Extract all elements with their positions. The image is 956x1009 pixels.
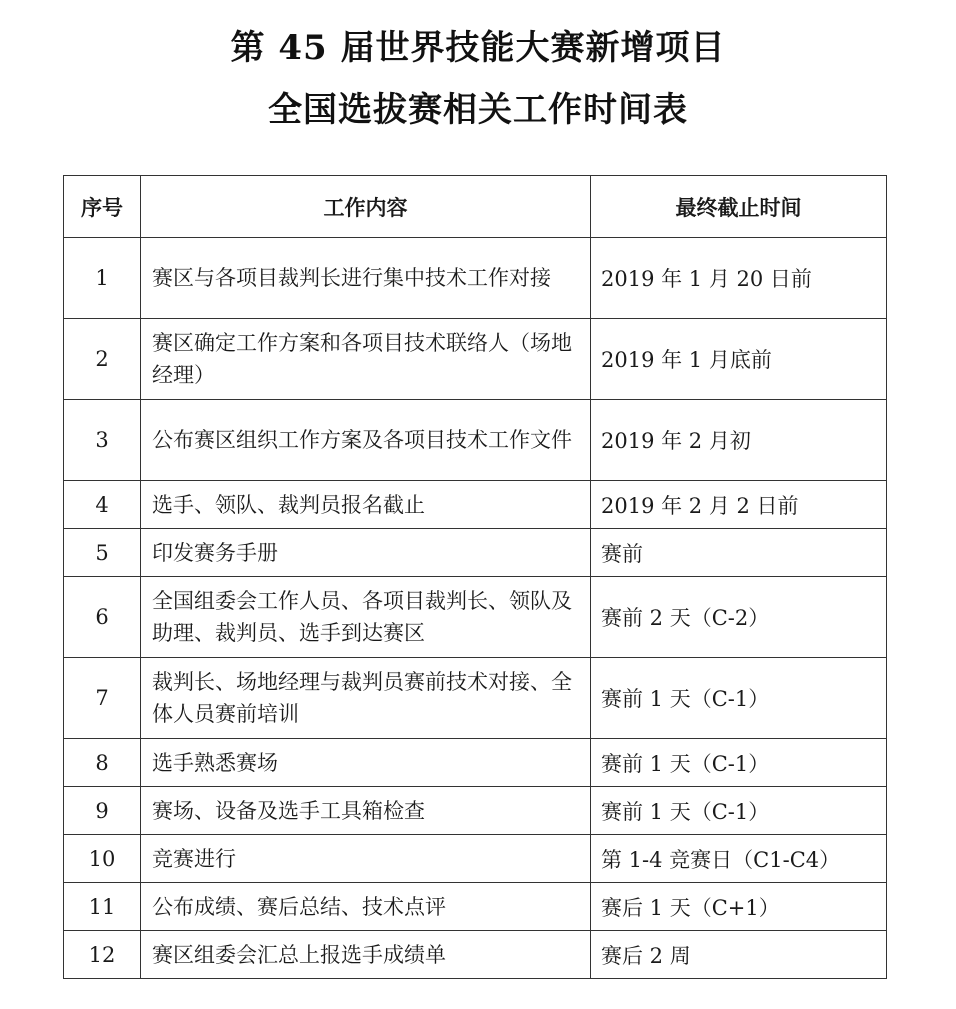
- row-content: 赛区确定工作方案和各项目技术联络人（场地经理）: [141, 319, 591, 400]
- row-deadline: 赛后 1 天（C+1）: [591, 883, 887, 931]
- table-row: [64, 529, 887, 577]
- row-content: 赛区与各项目裁判长进行集中技术工作对接: [141, 238, 591, 319]
- column-header-number: 序号: [64, 176, 141, 238]
- row-deadline: 赛前 1 天（C-1）: [591, 787, 887, 835]
- row-number: 8: [64, 739, 141, 787]
- table-row: [64, 835, 887, 883]
- schedule-table: [63, 175, 887, 979]
- row-number: 3: [64, 400, 141, 481]
- row-deadline: 赛前 1 天（C-1）: [591, 739, 887, 787]
- row-number: 1: [64, 238, 141, 319]
- row-number: 2: [64, 319, 141, 400]
- document-title-line-1: 第 45 届世界技能大赛新增项目: [230, 28, 726, 68]
- table-row: [64, 787, 887, 835]
- table-row: [64, 658, 887, 739]
- table-row: [64, 883, 887, 931]
- row-content: 选手熟悉赛场: [141, 739, 591, 787]
- column-header-content: 工作内容: [141, 176, 591, 238]
- row-number: 9: [64, 787, 141, 835]
- table-row: [64, 481, 887, 529]
- row-content: 全国组委会工作人员、各项目裁判长、领队及助理、裁判员、选手到达赛区: [141, 577, 591, 658]
- row-number: 12: [64, 931, 141, 979]
- row-content: 印发赛务手册: [141, 529, 591, 577]
- row-content: 裁判长、场地经理与裁判员赛前技术对接、全体人员赛前培训: [141, 658, 591, 739]
- table-row: [64, 319, 887, 400]
- row-number: 10: [64, 835, 141, 883]
- row-number: 4: [64, 481, 141, 529]
- table-row: [64, 577, 887, 658]
- table-row: [64, 400, 887, 481]
- table-row: [64, 739, 887, 787]
- row-content: 公布成绩、赛后总结、技术点评: [141, 883, 591, 931]
- row-deadline: 第 1-4 竞赛日（C1-C4）: [591, 835, 887, 883]
- row-content: 赛区组委会汇总上报选手成绩单: [141, 931, 591, 979]
- row-number: 7: [64, 658, 141, 739]
- row-number: 11: [64, 883, 141, 931]
- row-deadline: 赛前 2 天（C-2）: [591, 577, 887, 658]
- table-row: [64, 238, 887, 319]
- row-deadline: 2019 年 2 月初: [591, 400, 887, 481]
- row-deadline: 2019 年 1 月底前: [591, 319, 887, 400]
- table-row: [64, 931, 887, 979]
- column-header-deadline: 最终截止时间: [591, 176, 887, 238]
- row-deadline: 2019 年 1 月 20 日前: [591, 238, 887, 319]
- row-content: 选手、领队、裁判员报名截止: [141, 481, 591, 529]
- row-deadline: 赛前: [591, 529, 887, 577]
- document-title-line-2: 全国选拔赛相关工作时间表: [268, 90, 688, 130]
- row-number: 6: [64, 577, 141, 658]
- row-number: 5: [64, 529, 141, 577]
- row-deadline: 赛后 2 周: [591, 931, 887, 979]
- row-deadline: 2019 年 2 月 2 日前: [591, 481, 887, 529]
- table-header-row: [64, 176, 887, 238]
- row-content: 竞赛进行: [141, 835, 591, 883]
- row-content: 赛场、设备及选手工具箱检查: [141, 787, 591, 835]
- row-content: 公布赛区组织工作方案及各项目技术工作文件: [141, 400, 591, 481]
- row-deadline: 赛前 1 天（C-1）: [591, 658, 887, 739]
